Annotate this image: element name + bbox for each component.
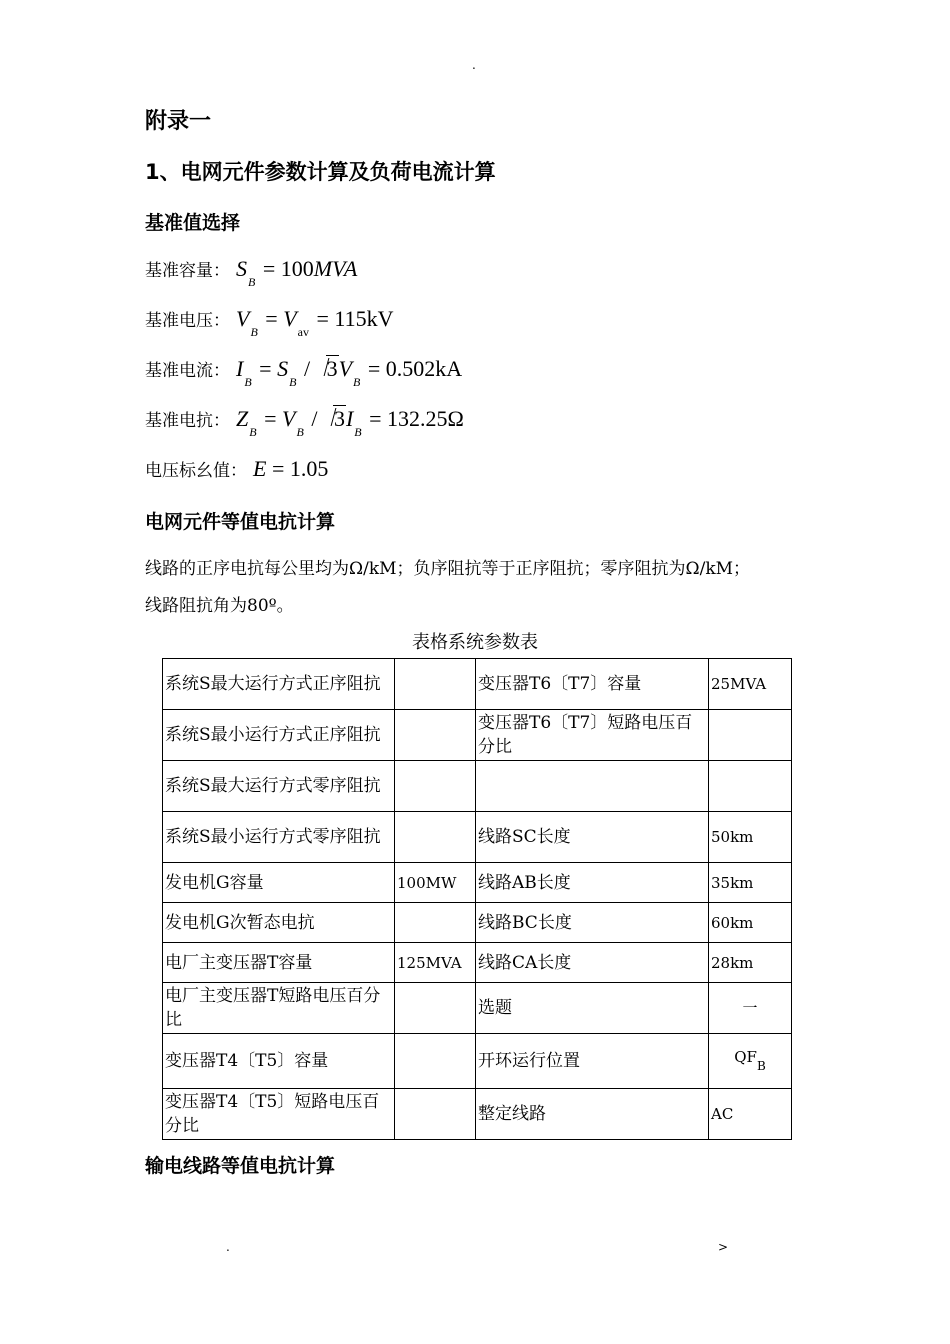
footer-left-mark: .: [226, 1240, 230, 1254]
table-cell: 线路AB长度: [476, 863, 709, 903]
table-cell: 开环运行位置: [476, 1034, 709, 1089]
table-cell: 发电机G次暂态电抗: [163, 903, 395, 943]
breaker-label: QF: [734, 1047, 757, 1066]
table-cell: [395, 1089, 476, 1140]
subsection-base-values: 基准值选择: [145, 212, 241, 234]
table-cell: 28km: [709, 943, 792, 983]
base-reactance-formula: $Z_B = V_B / 3I_B = 132.25\Omega$: [236, 406, 464, 439]
base-current-unit: kA: [435, 356, 463, 381]
table-cell: 系统S最大运行方式正序阻抗: [163, 659, 395, 710]
table-cell: AC: [709, 1089, 792, 1140]
table-cell: 电厂主变压器T容量: [163, 943, 395, 983]
table-cell: [395, 710, 476, 761]
table-row: [163, 863, 792, 903]
table-cell: [476, 761, 709, 812]
table-row: [163, 659, 792, 710]
base-voltage-label: 基准电压：: [145, 311, 230, 331]
emf-value: 1.05: [289, 456, 329, 481]
table-cell: 线路CA长度: [476, 943, 709, 983]
base-capacity-line: [145, 256, 357, 290]
table-row: [163, 1089, 792, 1140]
base-current-label: 基准电流：: [145, 361, 230, 381]
table-row: [163, 812, 792, 863]
base-current-line: [145, 356, 462, 390]
base-voltage-line: [145, 306, 394, 340]
paragraph-line-1: 线路的正序电抗每公里均为Ω/kM；负序阻抗等于正序阻抗；零序阻抗为Ω/kM；: [145, 559, 751, 579]
section-title: 1、电网元件参数计算及负荷电流计算: [145, 160, 496, 184]
table-row: [163, 903, 792, 943]
table-cell: [709, 761, 792, 812]
table-cell: 线路BC长度: [476, 903, 709, 943]
base-current-value: 0.502: [385, 356, 436, 381]
base-reactance-value: 132.25: [387, 406, 448, 431]
subsection-element-reactance: 电网元件等值电抗计算: [145, 511, 336, 533]
subsection-line-reactance: 输电线路等值电抗计算: [145, 1155, 336, 1177]
table-cell: 125MVA: [395, 943, 476, 983]
table-cell: 发电机G容量: [163, 863, 395, 903]
base-reactance-label: 基准电抗：: [145, 411, 230, 431]
table-cell: 系统S最大运行方式零序阻抗: [163, 761, 395, 812]
table-cell: 整定线路: [476, 1089, 709, 1140]
base-capacity-formula: $S_B = 100MVA$: [236, 256, 358, 289]
table-row: [163, 943, 792, 983]
table-cell: [709, 710, 792, 761]
parameter-table: [162, 658, 792, 1140]
table-row: [163, 1034, 792, 1089]
appendix-title: 附录一: [145, 109, 212, 134]
table-cell: 系统S最小运行方式正序阻抗: [163, 710, 395, 761]
table-cell: [395, 1034, 476, 1089]
base-capacity-label: 基准容量：: [145, 261, 230, 281]
table-cell: 60km: [709, 903, 792, 943]
breaker-subscript: B: [756, 1058, 766, 1073]
emf-line: [145, 456, 328, 482]
table-cell: 一: [709, 983, 792, 1034]
table-cell: [395, 659, 476, 710]
base-capacity-value: 100: [280, 256, 314, 281]
table-cell: 系统S最小运行方式零序阻抗: [163, 812, 395, 863]
table-cell: 变压器T6〔T7〕容量: [476, 659, 709, 710]
table-row: [163, 761, 792, 812]
emf-label: 电压标幺值：: [145, 461, 247, 481]
table-row: [163, 710, 792, 761]
base-voltage-formula: $V_B = V_{av} = 115kV$: [236, 306, 394, 339]
paragraph-line-2: 线路阻抗角为80º。: [145, 596, 294, 616]
table-cell: [395, 812, 476, 863]
base-voltage-unit: kV: [366, 306, 394, 331]
base-voltage-value: 115: [334, 306, 367, 331]
emf-formula: E = 1.05: [253, 456, 329, 481]
table-cell: 变压器T6〔T7〕短路电压百分比: [476, 710, 709, 761]
footer-right-mark: >: [718, 1240, 729, 1254]
table-cell: 变压器T4〔T5〕容量: [163, 1034, 395, 1089]
table-cell: [395, 761, 476, 812]
table-cell: 变压器T4〔T5〕短路电压百分比: [163, 1089, 395, 1140]
base-current-formula: $I_B = S_B / 3V_B = 0.502kA$: [236, 356, 463, 389]
table-row: [163, 983, 792, 1034]
table-cell: 50km: [709, 812, 792, 863]
table-cell: 25MVA: [709, 659, 792, 710]
base-capacity-unit: MVA: [313, 256, 358, 281]
table-cell: 35km: [709, 863, 792, 903]
base-reactance-unit: Ω: [447, 406, 464, 431]
base-reactance-line: [145, 406, 464, 440]
table-cell: 100MW: [395, 863, 476, 903]
table-cell-breaker: [709, 1034, 792, 1089]
table-cell: [395, 903, 476, 943]
table-caption: 表格系统参数表: [412, 632, 538, 653]
header-dot: .: [472, 58, 476, 72]
table-cell: [395, 983, 476, 1034]
table-cell: 选题: [476, 983, 709, 1034]
table-cell: 线路SC长度: [476, 812, 709, 863]
table-cell: 电厂主变压器T短路电压百分比: [163, 983, 395, 1034]
